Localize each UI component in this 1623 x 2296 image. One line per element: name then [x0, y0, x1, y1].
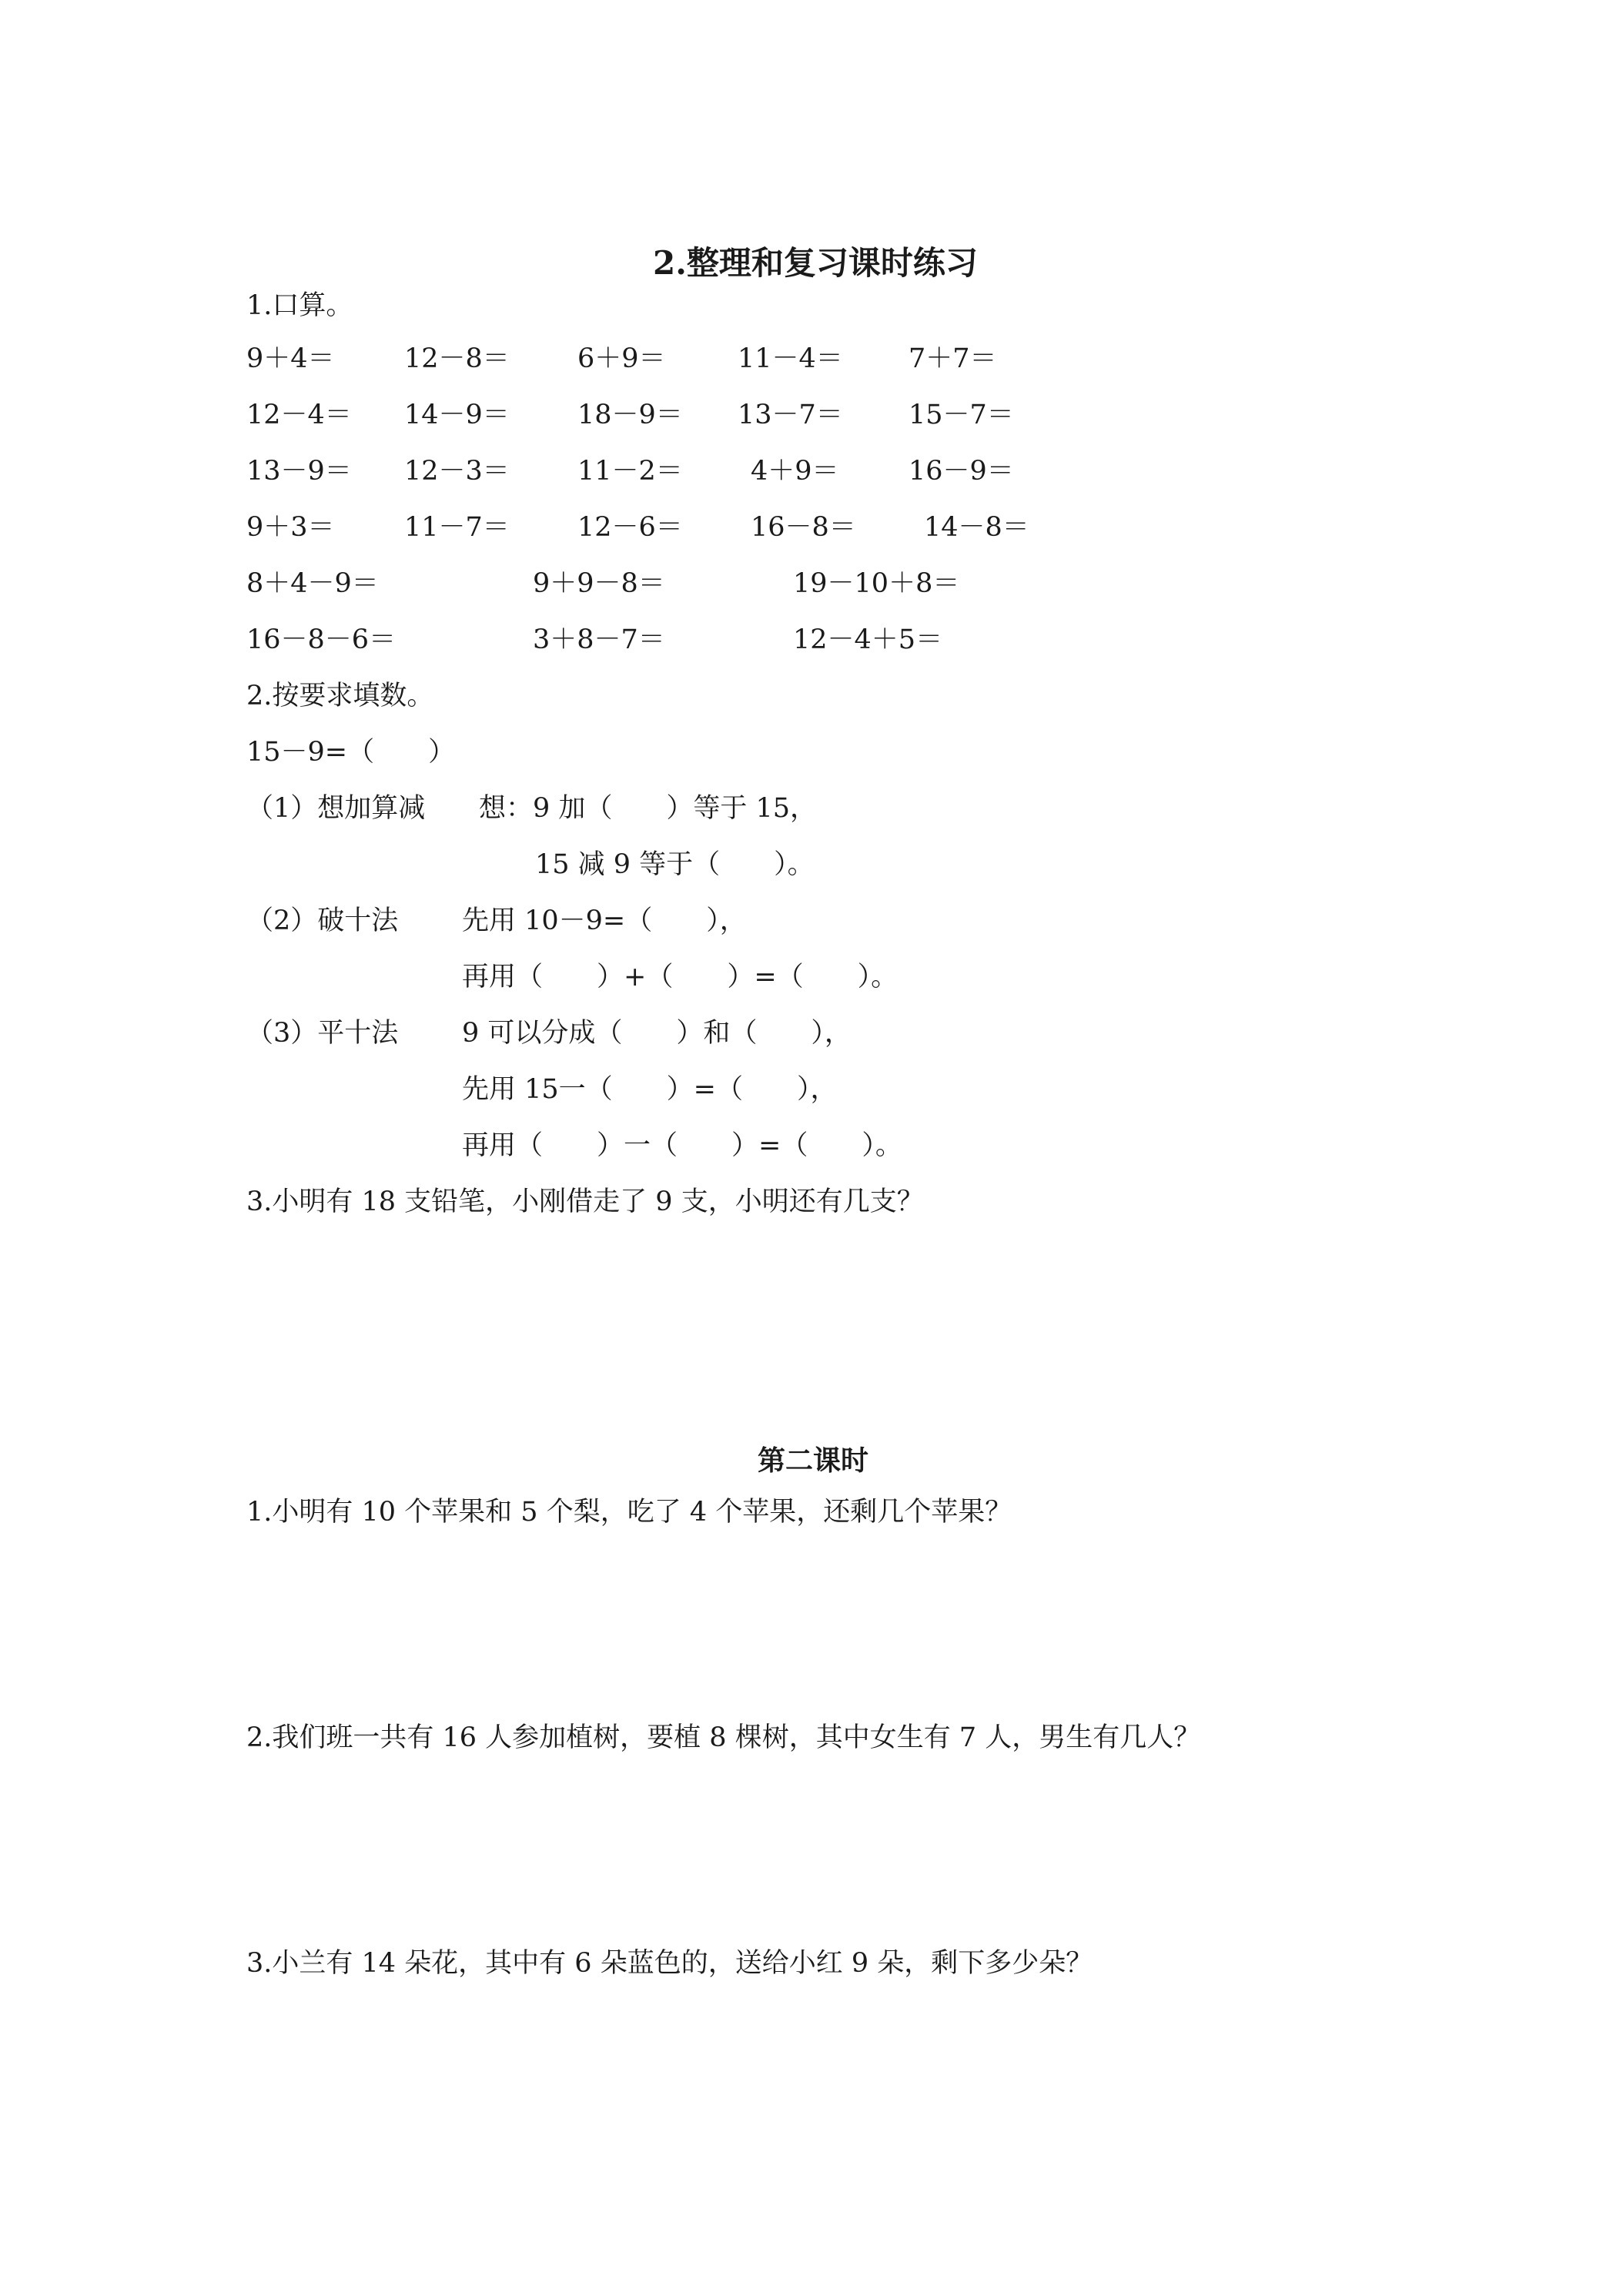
calc-item: 13－9＝ [246, 456, 352, 487]
q2-heading: 2.按要求填数。 [246, 681, 434, 711]
calc-item: 3＋8－7＝ [533, 624, 665, 655]
method3-line3: 再用（ ）一（ ）=（ ）。 [462, 1130, 902, 1161]
method1-label: （1）想加算减 [246, 793, 426, 824]
calc-item: 15－7＝ [909, 400, 1014, 430]
calc-item: 19－10＋8＝ [793, 568, 960, 599]
method2-line2: 再用（ ）+（ ）=（ ）。 [462, 962, 899, 992]
lesson2-q2: 2.我们班一共有 16 人参加植树，要植 8 棵树，其中女生有 7 人，男生有几人？ [246, 1722, 1201, 1753]
calc-item: 11－4＝ [738, 343, 843, 374]
calc-item: 12－4＋5＝ [793, 624, 943, 655]
calc-item: 11－7＝ [404, 512, 510, 543]
calc-item: 18－9＝ [577, 400, 683, 430]
lesson2-q3: 3.小兰有 14 朵花，其中有 6 朵蓝色的，送给小红 9 朵，剩下多少朵？ [246, 1948, 1093, 1979]
calc-item: 11－2＝ [577, 456, 683, 487]
lesson2-q1: 1.小明有 10 个苹果和 5 个梨，吃了 4 个苹果，还剩几个苹果？ [246, 1497, 1012, 1528]
calc-item: 8＋4－9＝ [246, 568, 379, 599]
calc-item: 9＋3＝ [246, 512, 335, 543]
calc-item: 14－9＝ [404, 400, 510, 430]
calc-item: 13－7＝ [738, 400, 843, 430]
calc-item: 4＋9＝ [751, 456, 839, 487]
method2-line1: 先用 10－9=（ ）， [462, 905, 747, 936]
lesson2-title: 第二课时 [758, 1444, 869, 1477]
method3-label: （3）平十法 [246, 1018, 399, 1049]
calc-item: 12－8＝ [404, 343, 510, 374]
calc-item: 7＋7＝ [909, 343, 997, 374]
calc-item: 12－6＝ [577, 512, 683, 543]
calc-item: 6＋9＝ [577, 343, 666, 374]
calc-item: 16－8＝ [751, 512, 856, 543]
method1-line2: 15 减 9 等于（ ）。 [535, 849, 815, 880]
method3-line2: 先用 15一（ ）=（ ）， [462, 1074, 838, 1105]
calc-item: 16－9＝ [909, 456, 1014, 487]
calc-item: 9＋9－8＝ [533, 568, 665, 599]
q1-heading: 1.口算。 [246, 290, 353, 321]
calc-item: 14－8＝ [924, 512, 1029, 543]
calc-item: 12－3＝ [404, 456, 510, 487]
method1-line1: 想：9 加（ ）等于 15， [479, 793, 818, 824]
q3-text: 3.小明有 18 支铅笔，小刚借走了 9 支，小明还有几支？ [246, 1186, 924, 1217]
calc-item: 16－8－6＝ [246, 624, 397, 655]
method2-label: （2）破十法 [246, 905, 399, 936]
calc-item: 9＋4＝ [246, 343, 335, 374]
page-title: 2.整理和复习课时练习 [653, 244, 978, 282]
q2-equation: 15－9=（ ） [246, 737, 456, 768]
calc-item: 12－4＝ [246, 400, 352, 430]
method3-line1: 9 可以分成（ ）和（ ）， [462, 1018, 852, 1049]
